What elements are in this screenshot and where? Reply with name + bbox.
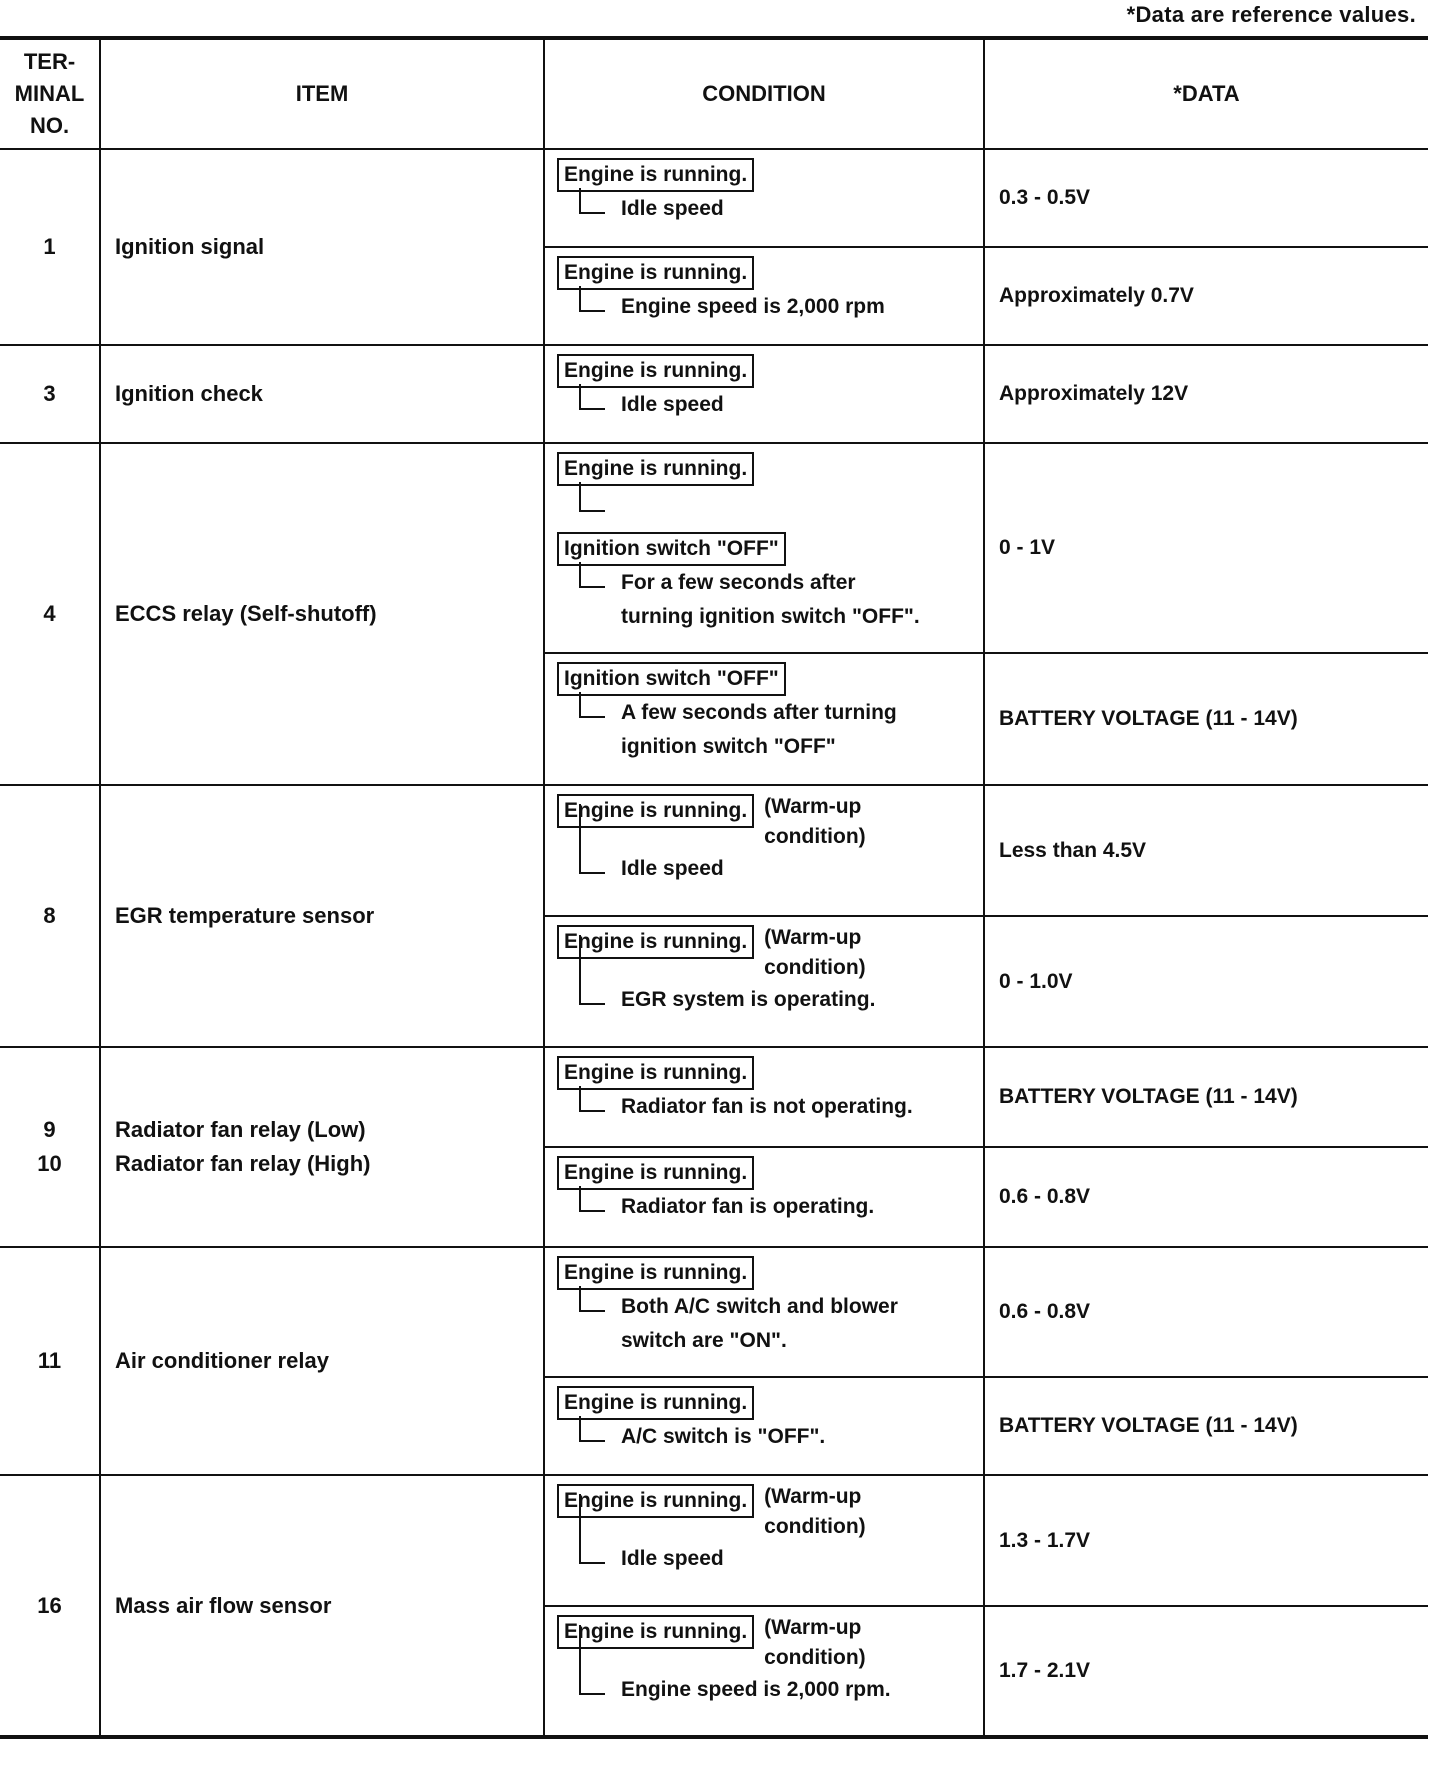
terminal-no: 11	[0, 1247, 100, 1475]
condition-box: Engine is running.	[557, 1484, 754, 1518]
item-name: EGR temperature sensor	[100, 785, 544, 1047]
data-value: BATTERY VOLTAGE (11 - 14V)	[984, 653, 1428, 785]
condition-box: Engine is running.	[557, 794, 754, 828]
condition-cell	[544, 916, 984, 1047]
condition-cell	[544, 345, 984, 443]
reference-note: *Data are reference values.	[1126, 2, 1416, 27]
terminal-no: 1	[0, 149, 100, 345]
condition-cell	[544, 1475, 984, 1606]
data-value: 0.6 - 0.8V	[984, 1147, 1428, 1247]
condition-sub: EGR system is operating.	[579, 983, 977, 1017]
header-item: ITEM	[100, 38, 544, 149]
condition-note: (Warm-up condition)	[764, 1485, 866, 1538]
condition-sub: Idle speed	[579, 192, 977, 226]
condition-note: (Warm-up condition)	[764, 1616, 866, 1669]
data-value: BATTERY VOLTAGE (11 - 14V)	[984, 1047, 1428, 1147]
data-value: Approximately 12V	[984, 345, 1428, 443]
condition-box: Engine is running.	[557, 1056, 754, 1090]
data-value: 1.7 - 2.1V	[984, 1606, 1428, 1737]
table-row	[0, 443, 1428, 653]
data-value: 0.3 - 0.5V	[984, 149, 1428, 247]
header-data: *DATA	[984, 38, 1428, 149]
header-terminal: TER- MINAL NO.	[0, 38, 100, 149]
terminal-no: 8	[0, 785, 100, 1047]
condition-sub: A few seconds after turning ignition switch "OFF"	[579, 696, 977, 764]
condition-box: Ignition switch "OFF"	[557, 532, 786, 566]
item-name: Ignition signal	[100, 149, 544, 345]
condition-sub: For a few seconds after turning ignition switch "OFF".	[579, 566, 977, 634]
condition-box: Engine is running.	[557, 1156, 754, 1190]
data-value: 0.6 - 0.8V	[984, 1247, 1428, 1377]
item-name: Mass air flow sensor	[100, 1475, 544, 1737]
condition-cell	[544, 149, 984, 247]
data-value: Less than 4.5V	[984, 785, 1428, 916]
table-header-row	[0, 38, 1428, 149]
data-value: BATTERY VOLTAGE (11 - 14V)	[984, 1377, 1428, 1475]
condition-box: Engine is running.	[557, 1615, 754, 1649]
table-row	[0, 785, 1428, 916]
condition-box: Engine is running.	[557, 256, 754, 290]
item-name: Air conditioner relay	[100, 1247, 544, 1475]
table-row	[0, 1247, 1428, 1377]
condition-sub: A/C switch is "OFF".	[579, 1420, 977, 1454]
condition-note: (Warm-up condition)	[764, 795, 866, 848]
data-value: 0 - 1V	[984, 443, 1428, 653]
condition-box: Ignition switch "OFF"	[557, 662, 786, 696]
data-value: 0 - 1.0V	[984, 916, 1428, 1047]
condition-cell	[544, 1377, 984, 1475]
condition-cell	[544, 1047, 984, 1147]
item-name: Ignition check	[100, 345, 544, 443]
terminal-no: 4	[0, 443, 100, 785]
table-row	[0, 345, 1428, 443]
condition-note: (Warm-up condition)	[764, 926, 866, 979]
item-name: Radiator fan relay (Low) Radiator fan relay (High)	[100, 1047, 544, 1247]
condition-box: Engine is running.	[557, 354, 754, 388]
header-condition: CONDITION	[544, 38, 984, 149]
condition-cell	[544, 653, 984, 785]
condition-sub: Both A/C switch and blower switch are "ON".	[579, 1290, 977, 1358]
condition-box: Engine is running.	[557, 452, 754, 486]
condition-cell	[544, 1147, 984, 1247]
terminal-no: 9 10	[0, 1047, 100, 1247]
condition-cell	[544, 1606, 984, 1737]
condition-cell	[544, 247, 984, 345]
data-value: Approximately 0.7V	[984, 247, 1428, 345]
table-row	[0, 149, 1428, 247]
condition-sub: Radiator fan is operating.	[579, 1190, 977, 1224]
condition-cell	[544, 1247, 984, 1377]
condition-box: Engine is running.	[557, 925, 754, 959]
terminal-no: 16	[0, 1475, 100, 1737]
terminal-spec-table	[0, 36, 1428, 1739]
table-row	[0, 1475, 1428, 1606]
terminal-no: 3	[0, 345, 100, 443]
condition-box: Engine is running.	[557, 1386, 754, 1420]
condition-connector	[579, 486, 977, 516]
condition-sub: Engine speed is 2,000 rpm	[579, 290, 977, 324]
condition-box: Engine is running.	[557, 1256, 754, 1290]
condition-sub: Idle speed	[579, 1542, 977, 1576]
condition-box: Engine is running.	[557, 158, 754, 192]
condition-sub: Idle speed	[579, 388, 977, 422]
condition-cell	[544, 443, 984, 653]
condition-cell	[544, 785, 984, 916]
condition-sub: Engine speed is 2,000 rpm.	[579, 1673, 977, 1707]
data-value: 1.3 - 1.7V	[984, 1475, 1428, 1606]
condition-sub: Idle speed	[579, 852, 977, 886]
table-row	[0, 1047, 1428, 1147]
condition-sub: Radiator fan is not operating.	[579, 1090, 977, 1124]
item-name: ECCS relay (Self-shutoff)	[100, 443, 544, 785]
